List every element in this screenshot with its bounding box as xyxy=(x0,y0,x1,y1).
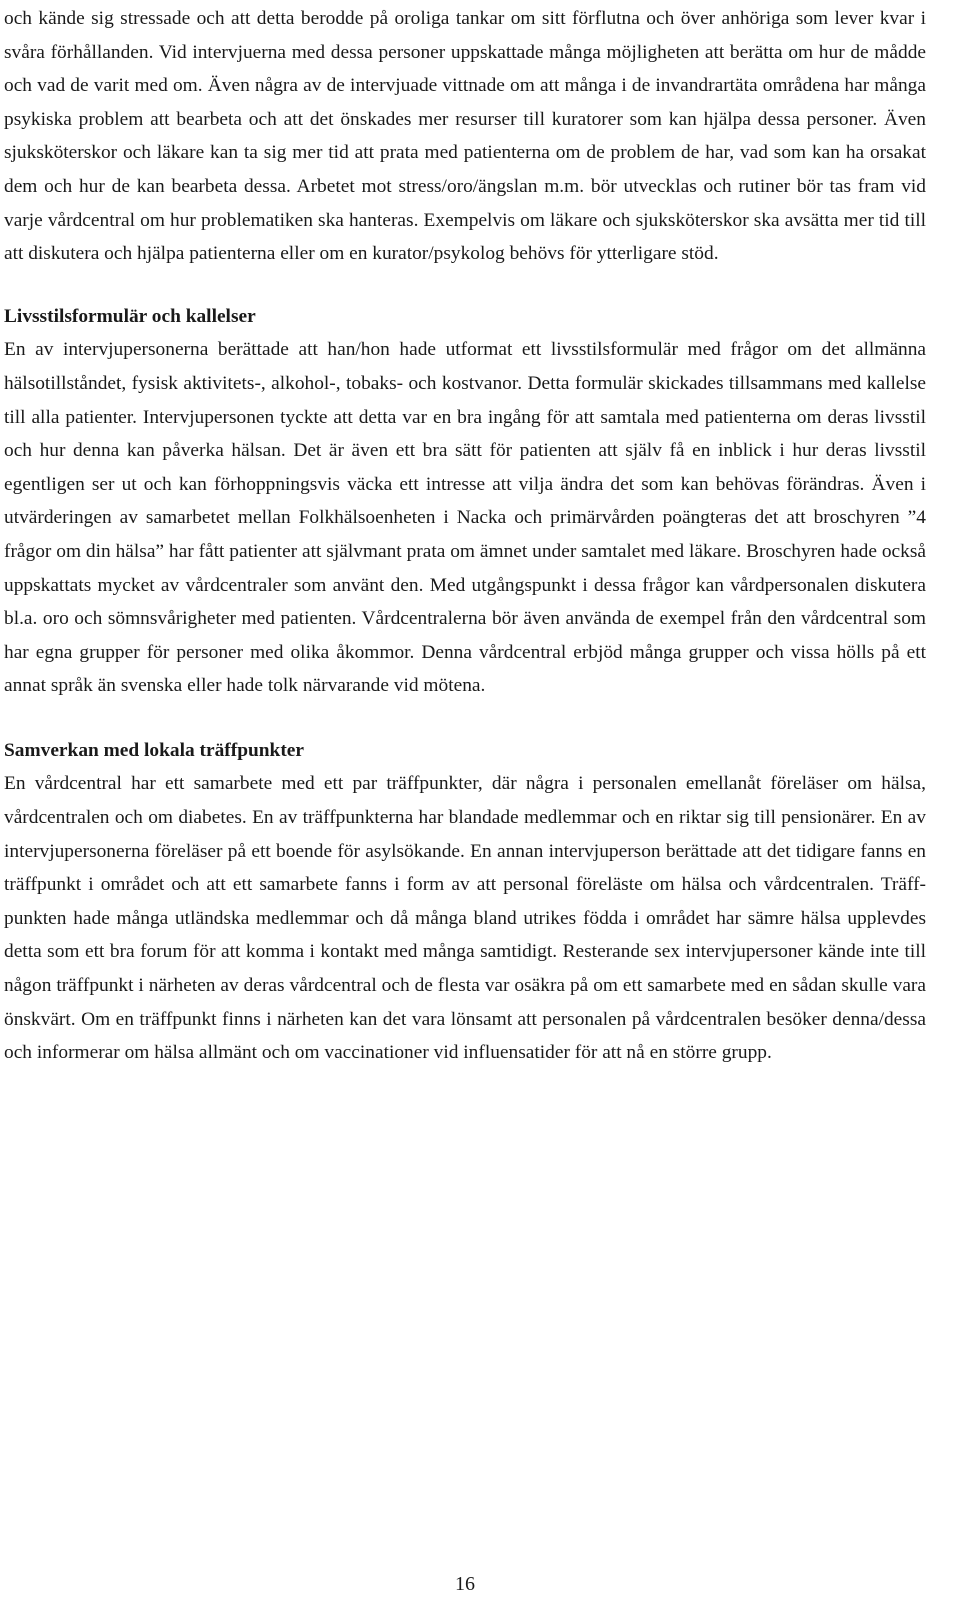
section-heading-lifestyle-form: Livsstilsformulär och kallelser xyxy=(4,305,256,327)
section-body-lifestyle-form: En av intervjupersonerna berättade att han/hon hade utformat ett livsstilsformulär med frågor om det allmänna hälsotillståndet, fysisk aktivitets-, alkohol-, tobaks- och kostvanor. Detta formulär skickades tillsammans med kallelse till alla patienter. Intervjupersonen tyckte att detta var en bra ingång för att samtala med patienterna om deras livsstil och hur denna kan påverka hälsan. Det är även ett bra sätt för patienten att själv få en inblick i hur deras livsstil egentligen ser ut och kan förhoppningsvis väcka ett intresse att vilja ändra det som kan behövas förändras. Även i utvärderingen av samarbetet mellan Folkhälsoenheten i Nacka och primärvården poängteras det att broschyren ”4 frågor om din hälsa” har fått patienter att självmant prata om ämnet under samtalet med läkare. Broschyren hade också uppskattats mycket av vårdcentraler som använt den. Med utgångspunkt i dessa frågor kan vårdpersonalen diskutera bl.a. oro och sömnsvårigheter med patienten. Vårdcentralerna bör även använda de exempel från den vårdcentral som har egna grupper för personer med olika åkommor. Denna vårdcentral erbjöd många grupper och vissa hölls på ett annat språk än svenska eller hade tolk närvarande vid mötena. xyxy=(4,339,926,697)
section-heading-local-meeting-points: Samverkan med lokala träffpunkter xyxy=(4,739,305,761)
intro-paragraph: och kände sig stressade och att detta berodde på oroliga tankar om sitt förflutna och över anhöriga som lever kvar i svåra förhållanden. Vid intervjuerna med dessa personer uppskattade många möjligheten att berätta om hur de mådde och vad de varit med om. Även några av de intervjuade vittnade om att många i de invandrartäta områdena har många psykiska problem att bearbeta och att det önskades mer resurser till kuratorer som kan hjälpa dessa personer. Även sjuksköterskor och läkare kan ta sig mer tid att prata med patienterna om de problem de har, vad som kan ha orsakat dem och hur de kan bearbeta dessa. Arbetet mot stress/oro/ängslan m.m. bör utvecklas och rutiner bör tas fram vid varje vårdcentral om hur problematiken ska hanteras. Exempelvis om läkare och sjuksköterskor ska avsätta mer tid till att diskutera och hjälpa patienterna eller om en kurator/psykolog behövs för ytterligare stöd. xyxy=(4,8,926,265)
document-page xyxy=(4,0,926,1070)
page-number: 16 xyxy=(455,1573,475,1595)
section-body-local-meeting-points: En vårdcentral har ett samarbete med ett par träffpunkter, där några i personalen emellanåt föreläser om hälsa, vårdcentralen och om diabetes. En av träffpunkterna har blandade medlemmar och en riktar sig till pensionärer. En av intervjupersonerna föreläser på ett boende för asylsökande. En annan intervjuperson berättade att det tidigare fanns en träffpunkt i området och att ett samarbete fanns i form av att personal föreläste om hälsa och vårdcentralen. Träffpunkten hade många utländska medlemmar och då många bland utrikes födda i området har sämre hälsa upplevdes detta som ett bra forum för att komma i kontakt med många samtidigt. Resterande sex intervjupersoner kände inte till någon träffpunkt i närheten av deras vårdcentral och de flesta var osäkra på om ett samarbete med en sådan skulle vara önskvärt. Om en träffpunkt finns i närheten kan det vara lönsamt att personalen på vårdcentralen besöker denna/dessa och informerar om hälsa allmänt och om vaccinationer vid influensatider för att nå en större grupp. xyxy=(4,773,926,1064)
